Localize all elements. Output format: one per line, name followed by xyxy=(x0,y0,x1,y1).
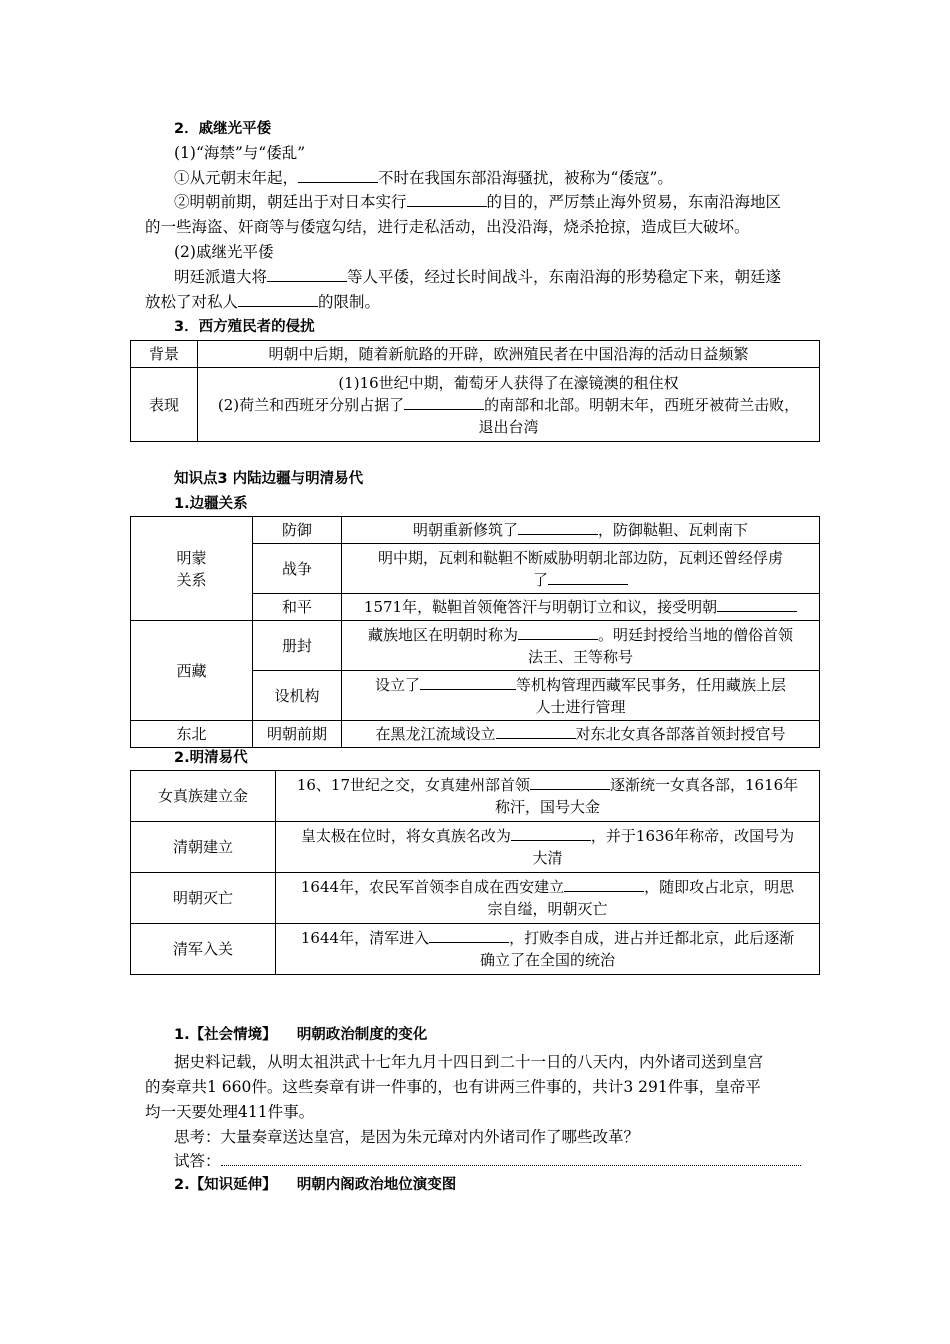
colonizer-table xyxy=(130,340,820,442)
table-header-cell: 战争 xyxy=(253,544,342,594)
question-line: 思考：大量奏章送达皇宫，是因为朱元璋对内外诸司作了哪些改革？ xyxy=(174,1128,640,1146)
table-cell: 明朝重新修筑了 ，防御鞑靼、瓦剌南下 xyxy=(342,517,820,544)
paragraph-line: 均一天要处理411件事。 xyxy=(145,1103,315,1121)
table-cell: 明中期，瓦剌和鞑靼不断威胁明朝北部边防，瓦剌还曾经俘虏 了 xyxy=(342,544,820,594)
fill-blank[interactable] xyxy=(298,168,378,183)
fill-blank[interactable] xyxy=(518,520,598,535)
fill-blank[interactable] xyxy=(564,877,644,892)
paragraph-line: 据史料记载，从明太祖洪武十七年九月十四日到二十一日的八天内，内外诸司送到皇宫 xyxy=(174,1053,764,1071)
table-cell: 明朝中后期，随着新航路的开辟，欧洲殖民者在中国沿海的活动日益频繁 xyxy=(198,341,820,368)
row-group-label: 东北 xyxy=(131,721,253,748)
table-header-cell: 防御 xyxy=(253,517,342,544)
table-header-cell: 清朝建立 xyxy=(131,822,276,873)
fill-blank[interactable] xyxy=(238,292,318,307)
row-group-label: 明蒙 关系 xyxy=(131,517,253,621)
fill-blank[interactable] xyxy=(267,267,347,282)
paragraph-line: ①从元朝末年起， 不时在我国东部沿海骚扰，被称为“倭寇”。 xyxy=(174,169,673,187)
subheading: (2)戚继光平倭 xyxy=(174,243,274,261)
section-title: 2．戚继光平倭 xyxy=(174,121,272,137)
fill-blank[interactable] xyxy=(420,675,516,690)
subheading: 2.明清易代 xyxy=(174,750,248,766)
table-header-cell: 设机构 xyxy=(253,671,342,721)
fill-blank[interactable] xyxy=(530,775,610,790)
table-cell: 藏族地区在明朝时称为 。明廷封授给当地的僧俗首领 法王、王等称号 xyxy=(342,621,820,671)
subheading: (1)“海禁”与“倭乱” xyxy=(174,144,306,162)
ming-qing-table xyxy=(130,770,820,975)
table-cell: 1571年，鞑靼首领俺答汗与明朝订立和议，接受明朝 xyxy=(342,594,820,621)
section-title: 知识点3 内陆边疆与明清易代 xyxy=(174,471,364,487)
answer-line: 试答： xyxy=(174,1151,854,1172)
fill-blank[interactable] xyxy=(511,826,591,841)
table-cell: 1644年，清军进入 ，打败李自成，进占并迁都北京，此后逐渐 确立了在全国的统治 xyxy=(276,924,820,975)
answer-input[interactable] xyxy=(221,1151,801,1166)
table-header-cell: 册封 xyxy=(253,621,342,671)
fill-blank[interactable] xyxy=(518,625,598,640)
section-title: 2.【知识延伸】 明朝内阁政治地位演变图 xyxy=(174,1177,457,1193)
fill-blank[interactable] xyxy=(717,597,797,612)
fill-blank[interactable] xyxy=(404,395,484,410)
table-cell: 1644年，农民军首领李自成在西安建立 ，随即攻占北京，明思 宗自缢，明朝灭亡 xyxy=(276,873,820,924)
frontier-table xyxy=(130,516,820,748)
section-title: 1.【社会情境】 明朝政治制度的变化 xyxy=(174,1027,428,1043)
paragraph-line: 明廷派遣大将 等人平倭，经过长时间战斗，东南沿海的形势稳定下来，朝廷遂 xyxy=(174,268,782,286)
row-group-label: 西藏 xyxy=(131,621,253,721)
table-header-cell: 明朝前期 xyxy=(253,721,342,748)
table-header-cell: 明朝灭亡 xyxy=(131,873,276,924)
fill-blank[interactable] xyxy=(548,570,628,585)
table-header-cell: 表现 xyxy=(131,368,198,442)
paragraph-line: 的奏章共1 660件。这些奏章有讲一件事的，也有讲两三件事的，共计3 291件事，皇帝平 xyxy=(145,1078,761,1096)
table-header-cell: 女真族建立金 xyxy=(131,771,276,822)
fill-blank[interactable] xyxy=(496,724,576,739)
table-cell: (1)16世纪中期，葡萄牙人获得了在濠镜澳的租住权 (2)荷兰和西班牙分别占据了 的南部和北部。明朝末年，西班牙被荷兰击败， 退出台湾 xyxy=(198,368,820,442)
table-cell: 设立了 等机构管理西藏军民事务，任用藏族上层 人士进行管理 xyxy=(342,671,820,721)
table-header-cell: 清军入关 xyxy=(131,924,276,975)
fill-blank[interactable] xyxy=(429,928,509,943)
table-cell: 16、17世纪之交，女真建州部首领 逐渐统一女真各部，1616年 称汗，国号大金 xyxy=(276,771,820,822)
table-cell: 在黑龙江流域设立 对东北女真各部落首领封授官号 xyxy=(342,721,820,748)
table-header-cell: 和平 xyxy=(253,594,342,621)
section-title: 3．西方殖民者的侵扰 xyxy=(174,319,315,335)
subheading: 1.边疆关系 xyxy=(174,496,248,512)
table-header-cell: 背景 xyxy=(131,341,198,368)
paragraph-line: 的一些海盗、奸商等与倭寇勾结，进行走私活动，出没沿海，烧杀抢掠，造成巨大破坏。 xyxy=(145,218,750,236)
fill-blank[interactable] xyxy=(407,192,487,207)
table-cell: 皇太极在位时，将女真族名改为 ，并于1636年称帝，改国号为 大清 xyxy=(276,822,820,873)
paragraph-line: 放松了对私人 的限制。 xyxy=(145,293,381,311)
paragraph-line: ②明朝前期，朝廷出于对日本实行 的目的，严厉禁止海外贸易，东南沿海地区 xyxy=(174,193,782,211)
